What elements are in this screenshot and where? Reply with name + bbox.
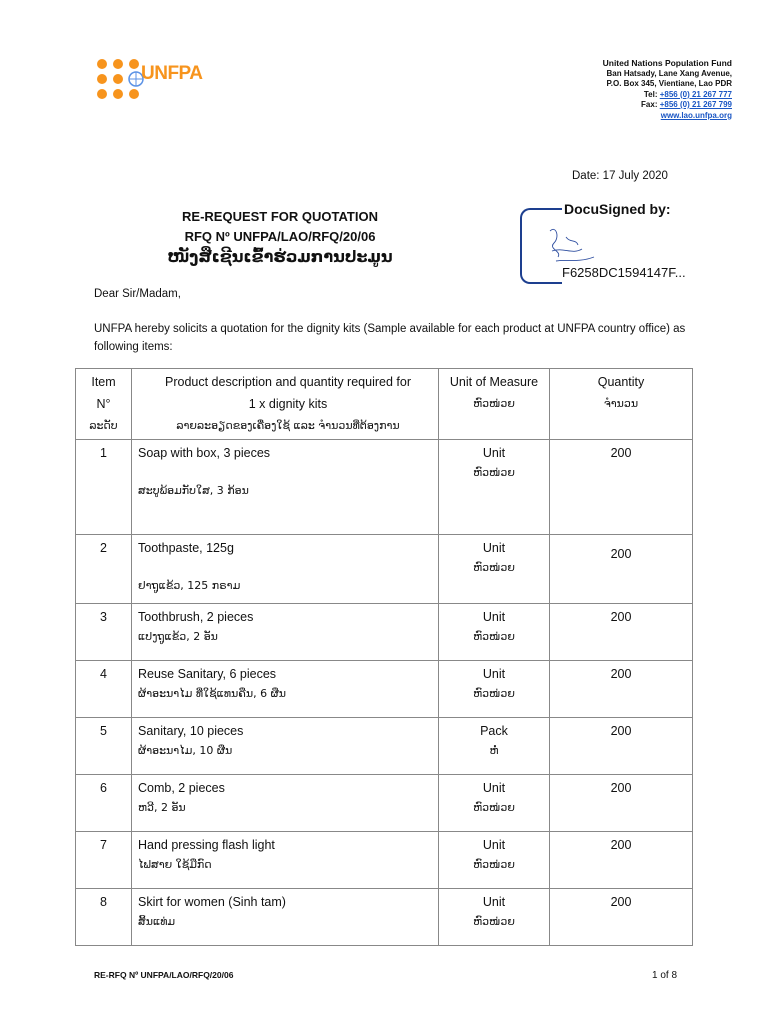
row-unit-lao: ຫົວໜ່ວຍ xyxy=(473,630,515,643)
row-quantity: 200 xyxy=(550,440,693,535)
row-desc-lao: ຜ້າອະນາໄມ ທີ່ໃຊ້ແທນຄືນ, 6 ຜືນ xyxy=(138,687,287,700)
table-row xyxy=(76,889,693,946)
logo-text: UNFPA xyxy=(141,63,203,84)
header-qty-lao: ຈຳນວນ xyxy=(603,397,639,410)
row-desc-lao: ຜ້າອະນາໄມ, 10 ຜືນ xyxy=(138,744,233,757)
row-desc-lao: ໄຟສາຍ ໃຊ້ມືກົດ xyxy=(138,858,212,871)
row-quantity: 200 xyxy=(550,661,693,718)
row-desc-lao: ຫວີ, 2 ອັນ xyxy=(138,801,186,814)
row-unit-en: Unit xyxy=(482,541,506,555)
row-quantity: 200 xyxy=(550,535,693,604)
row-unit xyxy=(439,440,550,535)
docusign-id: F6258DC1594147F... xyxy=(562,265,686,280)
row-quantity: 200 xyxy=(550,889,693,946)
row-unit-lao: ຫົວໜ່ວຍ xyxy=(473,858,515,871)
row-unit-en: Unit xyxy=(482,446,506,460)
row-quantity: 200 xyxy=(550,604,693,661)
row-unit-lao: ຫົວໜ່ວຍ xyxy=(473,466,515,479)
header-item-lao: ລະດັບ xyxy=(89,419,118,432)
table-row xyxy=(76,832,693,889)
tel-label: Tel: xyxy=(643,89,660,99)
header-item-no: N° xyxy=(96,397,111,411)
row-unit-en: Unit xyxy=(482,610,506,624)
header-uom-en: Unit of Measure xyxy=(449,375,539,389)
row-unit-lao: ຫໍ່ xyxy=(489,744,499,757)
row-desc-en: Skirt for women (Sinh tam) xyxy=(138,895,286,909)
row-number: 4 xyxy=(76,661,132,718)
header-uom-lao: ຫົວໜ່ວຍ xyxy=(473,397,515,410)
unfpa-logo xyxy=(97,57,207,101)
row-unit-lao: ຫົວໜ່ວຍ xyxy=(473,915,515,928)
row-desc-en: Toothpaste, 125g xyxy=(138,541,234,555)
table-row xyxy=(76,604,693,661)
row-description xyxy=(132,718,439,775)
row-desc-en: Sanitary, 10 pieces xyxy=(138,724,244,738)
row-desc-en: Reuse Sanitary, 6 pieces xyxy=(138,667,277,681)
row-unit-en: Unit xyxy=(482,667,506,681)
title-line-1: RE-REQUEST FOR QUOTATION xyxy=(182,209,378,224)
row-description xyxy=(132,604,439,661)
row-description xyxy=(132,832,439,889)
row-desc-lao: ແປງຖູແຂ້ວ, 2 ອັນ xyxy=(138,630,218,643)
row-unit xyxy=(439,775,550,832)
row-number: 7 xyxy=(76,832,132,889)
header-desc-en: Product description and quantity required for xyxy=(165,375,411,389)
row-number: 6 xyxy=(76,775,132,832)
row-quantity: 200 xyxy=(550,775,693,832)
tel-link[interactable]: +856 (0) 21 267 777 xyxy=(659,89,732,99)
row-quantity: 200 xyxy=(550,718,693,775)
table-row xyxy=(76,440,693,535)
row-desc-lao: ສິ້ນແທ່ມ xyxy=(138,915,176,928)
table-row xyxy=(76,661,693,718)
header-description xyxy=(132,369,439,440)
table-row xyxy=(76,775,693,832)
row-description xyxy=(132,440,439,535)
row-quantity: 200 xyxy=(550,832,693,889)
fax-link[interactable]: +856 (0) 21 267 799 xyxy=(659,100,732,109)
title-lao: ໜັງສືເຊີນເຂົ້າຮ່ວມການປະມູນ xyxy=(167,247,393,266)
row-unit-lao: ຫົວໜ່ວຍ xyxy=(473,561,515,574)
header-unit xyxy=(439,369,550,440)
table-row xyxy=(76,535,693,604)
org-name: United Nations Population Fund xyxy=(602,58,732,68)
row-number: 2 xyxy=(76,535,132,604)
row-unit xyxy=(439,535,550,604)
docusign-block xyxy=(520,203,720,283)
row-unit-en: Unit xyxy=(482,895,506,909)
fax-label: Fax: xyxy=(641,100,660,109)
row-unit-lao: ຫົວໜ່ວຍ xyxy=(473,801,515,814)
header-qty-en: Quantity xyxy=(597,375,645,389)
footer-page-number: 1 of 8 xyxy=(652,970,678,981)
row-unit xyxy=(439,832,550,889)
row-number: 5 xyxy=(76,718,132,775)
row-unit-en: Unit xyxy=(482,781,506,795)
row-unit xyxy=(439,661,550,718)
address-block xyxy=(603,58,732,121)
intro-paragraph: UNFPA hereby solicits a quotation for the dignity kits (Sample available for each product at UNFPA country office) as following items: xyxy=(94,323,686,353)
title-line-2: RFQ Nº UNFPA/LAO/RFQ/20/06 xyxy=(184,229,376,244)
row-unit xyxy=(439,718,550,775)
row-description xyxy=(132,889,439,946)
row-desc-en: Hand pressing flash light xyxy=(138,838,275,852)
header-desc-lao: ລາຍລະອຽດຂອງເຄື່ອງໃຊ້ ແລະ ຈຳນວນທີ່ຕ້ອງການ xyxy=(176,419,400,432)
document-title xyxy=(0,207,560,267)
table-header-row xyxy=(76,369,693,440)
fax-line xyxy=(603,100,732,111)
address-line-1: Ban Hatsady, Lane Xang Avenue, xyxy=(606,68,732,78)
row-number: 3 xyxy=(76,604,132,661)
header-item xyxy=(76,369,132,440)
header-desc-en2: 1 x dignity kits xyxy=(248,397,328,411)
items-table xyxy=(75,368,693,946)
table-row xyxy=(76,718,693,775)
address-line-2: P.O. Box 345, Vientiane, Lao PDR xyxy=(606,79,732,88)
row-description xyxy=(132,535,439,604)
header-quantity xyxy=(550,369,693,440)
row-unit-lao: ຫົວໜ່ວຍ xyxy=(473,687,515,700)
row-number: 1 xyxy=(76,440,132,535)
row-desc-en: Soap with box, 3 pieces xyxy=(138,446,271,460)
signature-icon xyxy=(542,221,602,269)
row-desc-en: Comb, 2 pieces xyxy=(138,781,225,795)
docusign-header: DocuSigned by: xyxy=(564,201,671,217)
row-desc-lao: ຢາຖູແຂ້ວ, 125 ກຣາມ xyxy=(138,579,241,592)
row-unit-en: Unit xyxy=(482,838,506,852)
row-description xyxy=(132,661,439,718)
tel-line xyxy=(603,90,732,101)
document-date: Date: 17 July 2020 xyxy=(572,170,668,182)
greeting: Dear Sir/Madam, xyxy=(94,288,181,300)
website-link[interactable]: www.lao.unfpa.org xyxy=(660,110,732,120)
row-desc-lao: ສະບູພ້ອມກັບໃສ, 3 ກ້ອນ xyxy=(138,484,249,497)
row-number: 8 xyxy=(76,889,132,946)
row-unit xyxy=(439,889,550,946)
header-item-en: Item xyxy=(91,375,116,389)
row-unit xyxy=(439,604,550,661)
row-description xyxy=(132,775,439,832)
row-desc-en: Toothbrush, 2 pieces xyxy=(138,610,254,624)
footer-reference: RE-RFQ Nº UNFPA/LAO/RFQ/20/06 xyxy=(94,970,234,980)
row-unit-en: Pack xyxy=(480,724,508,738)
